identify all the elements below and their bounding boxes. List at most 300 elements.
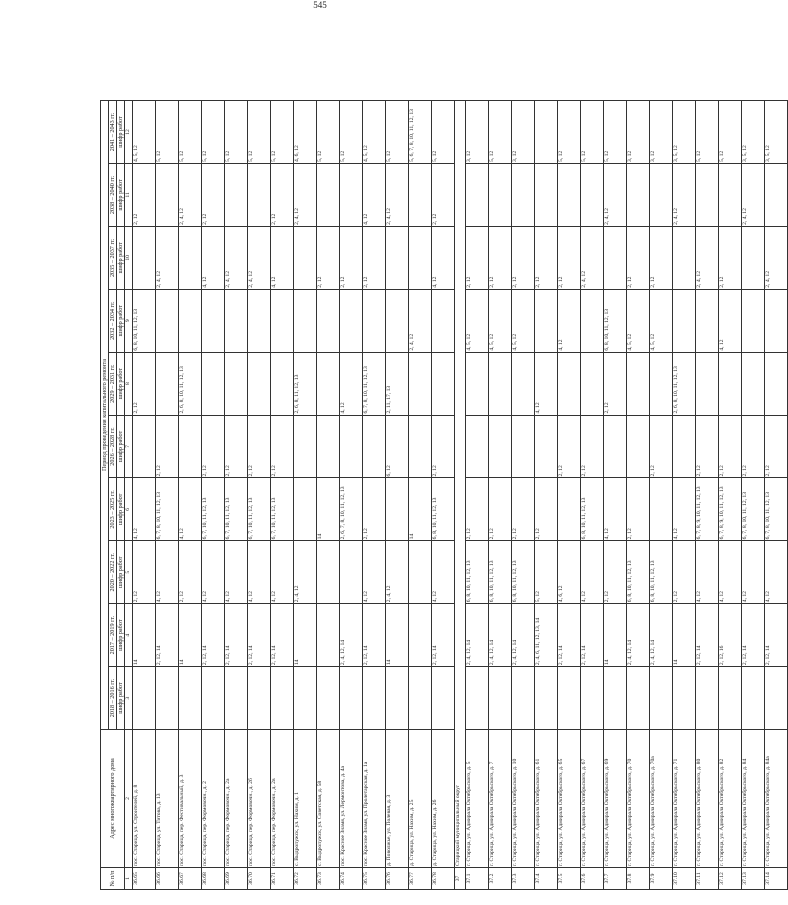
work-code-cell xyxy=(408,541,431,604)
work-code-cell: 2, 12 xyxy=(672,541,695,604)
row-address: г. Старица, ул. Адмирала Октябрьского, д. 84а xyxy=(764,730,787,868)
work-code-cell xyxy=(339,541,362,604)
row-address: г. Старица, ул. Адмирала Октябрьского, д. 80 xyxy=(695,730,718,868)
work-code-cell: 2, 12, 14 xyxy=(362,604,385,667)
work-code-cell: 2, 12 xyxy=(603,352,626,415)
work-code-cell: 4, 12 xyxy=(178,478,201,541)
work-code-cell: 6, 12 xyxy=(385,415,408,478)
work-code-cell xyxy=(741,289,764,352)
header-sub-label: шифр работ xyxy=(117,352,125,415)
row-address: пос. Старица, пер. Фестивальный, д. 3 xyxy=(178,730,201,868)
work-code-cell xyxy=(511,163,534,226)
work-code-cell: 3, 12 xyxy=(511,101,534,164)
work-code-cell: 2, 12, 14 xyxy=(247,604,270,667)
work-code-cell: 6, 8, 10, 11, 12, 13 xyxy=(488,541,511,604)
work-code-cell: 2, 4, 12, 14 xyxy=(649,604,672,667)
row-number: 36.71 xyxy=(270,868,293,890)
work-code-cell: 4, 12 xyxy=(201,541,224,604)
work-code-cell xyxy=(178,415,201,478)
row-address: г. Старица, ул. Адмирала Октябрьского, д. 67 xyxy=(580,730,603,868)
row-address: г. Старица, ул. Адмирала Октябрьского, д. 65 xyxy=(557,730,580,868)
work-code-cell: 6, 7, 8, 10, 11, 12, 13 xyxy=(155,478,178,541)
header-sub-label: шифр работ xyxy=(117,226,125,289)
header-sub-label: шифр работ xyxy=(117,415,125,478)
table-row xyxy=(316,101,339,890)
header-period: 2026 – 2028 гг. xyxy=(109,415,117,478)
work-code-cell: 2, 12 xyxy=(270,415,293,478)
work-code-cell xyxy=(431,667,454,730)
work-code-cell: 2, 4, 12 xyxy=(580,226,603,289)
work-code-cell: 6, 8, 10, 11, 12, 13 xyxy=(132,289,155,352)
page-number: 545 xyxy=(313,0,327,10)
work-code-cell xyxy=(247,163,270,226)
row-address: г. Старица, ул. Адмирала Октябрьского, д. 70а xyxy=(649,730,672,868)
work-code-cell xyxy=(649,478,672,541)
work-code-cell: 2, 12, 14 xyxy=(155,604,178,667)
table-row xyxy=(649,101,672,890)
work-code-cell: 2, 12 xyxy=(201,415,224,478)
work-code-cell xyxy=(741,667,764,730)
work-code-cell: 2, 4, 6, 11, 12, 13, 14 xyxy=(534,604,557,667)
work-code-cell xyxy=(178,289,201,352)
work-code-cell: 2, 4, 12, 14 xyxy=(626,604,649,667)
work-code-cell xyxy=(672,415,695,478)
work-code-cell xyxy=(534,101,557,164)
work-code-cell: 4, 12 xyxy=(718,289,741,352)
work-code-cell xyxy=(603,226,626,289)
work-code-cell xyxy=(695,163,718,226)
row-number: 37.8 xyxy=(626,868,649,890)
work-code-cell: 14 xyxy=(178,604,201,667)
work-code-cell: 14 xyxy=(672,604,695,667)
work-code-cell: 6, 7, 10, 11, 12, 13 xyxy=(201,478,224,541)
column-number: 11 xyxy=(125,163,132,226)
work-code-cell: 2, 4, 12 xyxy=(385,163,408,226)
table-body xyxy=(132,101,787,890)
work-code-cell: 2, 12 xyxy=(695,415,718,478)
work-code-cell: 4, 5, 12 xyxy=(465,289,488,352)
header-plan-title: Период проведения капитального ремонта xyxy=(101,101,109,730)
work-code-cell: 2, 12 xyxy=(132,352,155,415)
work-code-cell: 4, 5, 12 xyxy=(626,289,649,352)
work-code-cell: 2, 12 xyxy=(247,415,270,478)
work-code-cell: 2, 12, 14 xyxy=(270,604,293,667)
work-code-cell xyxy=(557,478,580,541)
table-row xyxy=(534,101,557,890)
work-code-cell: 5, 6, 7, 8, 10, 11, 12, 13 xyxy=(408,101,431,164)
table-row xyxy=(247,101,270,890)
table-row xyxy=(385,101,408,890)
work-code-cell xyxy=(385,226,408,289)
table-row xyxy=(511,101,534,890)
work-code-cell: 4, 12 xyxy=(339,352,362,415)
work-code-cell: 2, 12 xyxy=(132,541,155,604)
work-code-cell: 2, 12 xyxy=(557,226,580,289)
row-number: 36.77 xyxy=(408,868,431,890)
work-code-cell xyxy=(316,541,339,604)
work-code-cell: 4, 12 xyxy=(603,478,626,541)
table-row xyxy=(178,101,201,890)
header-sub-label: шифр работ xyxy=(117,478,125,541)
column-number: 8 xyxy=(125,352,132,415)
work-code-cell: 2, 12 xyxy=(316,226,339,289)
work-code-cell: 6, 8, 10, 11, 12, 13 xyxy=(580,478,603,541)
work-code-cell: 2, 4, 12 xyxy=(155,226,178,289)
row-address: пос. Старица, пер. Формовочн., д. 2б xyxy=(247,730,270,868)
work-code-cell xyxy=(339,289,362,352)
work-code-cell xyxy=(178,667,201,730)
work-code-cell: 2, 12, 14 xyxy=(557,604,580,667)
header-period: 2032 – 2034 гг. xyxy=(109,289,117,352)
work-code-cell: 2, 12, 14 xyxy=(741,604,764,667)
work-code-cell: 4, 12 xyxy=(764,541,787,604)
work-code-cell: 2, 12, 14 xyxy=(201,604,224,667)
work-code-cell: 3, 5, 12 xyxy=(764,101,787,164)
row-address: пос. Старица, пер. Формовочн., д. 2в xyxy=(270,730,293,868)
header-period: 2020 – 2022 гг. xyxy=(109,541,117,604)
header-period: 2038 – 2040 гг. xyxy=(109,163,117,226)
row-number: 36.73 xyxy=(316,868,339,890)
table-row xyxy=(293,101,316,890)
work-code-cell: 6, 7, 8, 10, 11, 12, 13 xyxy=(741,478,764,541)
work-code-cell: 6, 8, 10, 11, 12, 13 xyxy=(603,289,626,352)
work-code-cell xyxy=(316,289,339,352)
row-address: пос. Красное Знамя, ул. Пролетарская, д. 1а xyxy=(362,730,385,868)
work-code-cell xyxy=(293,415,316,478)
work-code-cell xyxy=(247,352,270,415)
work-code-cell: 6, 7, 10, 11, 12, 13 xyxy=(224,478,247,541)
work-code-cell xyxy=(465,415,488,478)
work-code-cell: 2, 12 xyxy=(534,226,557,289)
work-code-cell: 2, 12 xyxy=(557,415,580,478)
work-code-cell xyxy=(270,289,293,352)
work-code-cell: 5, 12 xyxy=(695,101,718,164)
work-code-cell xyxy=(247,667,270,730)
work-code-cell: 4, 12 xyxy=(362,163,385,226)
table-row xyxy=(741,101,764,890)
work-code-cell: 5, 12 xyxy=(603,101,626,164)
work-code-cell: 2, 12 xyxy=(580,415,603,478)
work-code-cell: 2, 4, 12 xyxy=(247,226,270,289)
work-code-cell: 2, 12, 14 xyxy=(224,604,247,667)
work-code-cell: 2, 4, 12 xyxy=(224,226,247,289)
work-code-cell xyxy=(603,415,626,478)
row-number: 36.68 xyxy=(201,868,224,890)
work-code-cell: 6, 7, 8, 10, 11, 12, 13 xyxy=(764,478,787,541)
table-row xyxy=(672,101,695,890)
work-code-cell xyxy=(224,352,247,415)
rotated-table-container xyxy=(100,100,771,890)
work-code-cell xyxy=(201,667,224,730)
work-code-cell: 2, 6, 8, 11, 12, 13 xyxy=(293,352,316,415)
work-code-cell xyxy=(178,226,201,289)
work-code-cell: 6, 8, 10, 11, 12, 13 xyxy=(626,541,649,604)
work-code-cell: 4, 5, 12 xyxy=(362,101,385,164)
row-address: пос. Старица, ул. Строителей, д. 8 xyxy=(132,730,155,868)
work-code-cell: 2, 4, 12 xyxy=(178,163,201,226)
work-code-cell: 4, 12 xyxy=(695,541,718,604)
work-code-cell xyxy=(316,163,339,226)
header-sub-label: шифр работ xyxy=(117,667,125,730)
row-address: г. Старица, ул. Адмирала Октябрьского, д. 5 xyxy=(465,730,488,868)
work-code-cell: 2, 12 xyxy=(224,415,247,478)
work-code-cell: 2, 12, 14 xyxy=(764,604,787,667)
header-period: 2041 – 2043 гг. xyxy=(109,101,117,164)
work-code-cell xyxy=(408,352,431,415)
work-code-cell: 2, 12 xyxy=(764,415,787,478)
work-code-cell: 4, 6, 12 xyxy=(293,101,316,164)
work-code-cell: 2, 12 xyxy=(431,415,454,478)
row-number: 37.6 xyxy=(580,868,603,890)
work-code-cell xyxy=(362,289,385,352)
work-code-cell xyxy=(557,352,580,415)
work-code-cell xyxy=(672,226,695,289)
work-code-cell: 5, 12 xyxy=(316,101,339,164)
work-code-cell: 4, 12 xyxy=(201,226,224,289)
work-code-cell xyxy=(557,163,580,226)
capital-repair-schedule-table xyxy=(100,100,788,890)
work-code-cell xyxy=(316,352,339,415)
row-number: 37.10 xyxy=(672,868,695,890)
column-number: 10 xyxy=(125,226,132,289)
work-code-cell xyxy=(132,667,155,730)
column-number: 7 xyxy=(125,415,132,478)
row-address: г. Старица, ул. Адмирала Октябрьского, д. 71 xyxy=(672,730,695,868)
district-row xyxy=(454,101,465,890)
row-number: 36.67 xyxy=(178,868,201,890)
work-code-cell xyxy=(626,667,649,730)
work-code-cell: 5, 12 xyxy=(247,101,270,164)
work-code-cell: 5, 12 xyxy=(718,101,741,164)
work-code-cell: 5, 12 xyxy=(178,101,201,164)
work-code-cell xyxy=(362,415,385,478)
header-sub-label: шифр работ xyxy=(117,604,125,667)
header-period: 2017 – 2019 гг. xyxy=(109,604,117,667)
work-code-cell: 6, 7, 8, 9, 10, 11, 12, 13 xyxy=(718,478,741,541)
work-code-cell: 5, 12 xyxy=(557,101,580,164)
table-row xyxy=(695,101,718,890)
row-number: 37.11 xyxy=(695,868,718,890)
work-code-cell: 2, 4, 12, 14 xyxy=(511,604,534,667)
work-code-cell xyxy=(511,415,534,478)
work-code-cell: 2, 12, 14 xyxy=(431,604,454,667)
table-row xyxy=(201,101,224,890)
table-row xyxy=(270,101,293,890)
work-code-cell: 4, 12 xyxy=(557,289,580,352)
table-row xyxy=(764,101,787,890)
row-number: 36.66 xyxy=(155,868,178,890)
work-code-cell xyxy=(293,667,316,730)
work-code-cell: 2, 4, 12 xyxy=(672,163,695,226)
column-number: 1 xyxy=(125,868,132,890)
work-code-cell: 4, 12 xyxy=(247,541,270,604)
row-number: 37.14 xyxy=(764,868,787,890)
work-code-cell: 3, 12 xyxy=(465,101,488,164)
table-row xyxy=(155,101,178,890)
work-code-cell xyxy=(385,289,408,352)
work-code-cell: 6, 7, 8, 10, 11, 12, 13 xyxy=(362,352,385,415)
work-code-cell xyxy=(316,667,339,730)
row-address: г. Старица, ул. Адмирала Октябрьского, д. 84 xyxy=(741,730,764,868)
row-number: 36.70 xyxy=(247,868,270,890)
work-code-cell xyxy=(741,226,764,289)
work-code-cell xyxy=(718,163,741,226)
work-code-cell xyxy=(649,163,672,226)
work-code-cell: 5, 12 xyxy=(580,101,603,164)
work-code-cell xyxy=(408,226,431,289)
work-code-cell: 5, 12 xyxy=(385,101,408,164)
column-number: 3 xyxy=(125,667,132,730)
row-address: пос. Красное Знамя, ул. Лермонтова, д. 4а xyxy=(339,730,362,868)
row-number: 36.65 xyxy=(132,868,155,890)
row-address: пос. Старица, ул. Титова, д. 13 xyxy=(155,730,178,868)
table-row xyxy=(132,101,155,890)
work-code-cell: 2, 6, 8, 10, 11, 12, 13 xyxy=(672,352,695,415)
work-code-cell xyxy=(534,415,557,478)
work-code-cell: 2, 12 xyxy=(431,163,454,226)
work-code-cell xyxy=(385,667,408,730)
work-code-cell xyxy=(224,163,247,226)
table-row xyxy=(603,101,626,890)
work-code-cell xyxy=(155,352,178,415)
work-code-cell: 2, 4, 12, 14 xyxy=(465,604,488,667)
work-code-cell xyxy=(718,352,741,415)
row-number: 37.3 xyxy=(511,868,534,890)
work-code-cell xyxy=(339,163,362,226)
header-period: 2018 – 2016 гг. xyxy=(109,667,117,730)
row-number: 36.78 xyxy=(431,868,454,890)
work-code-cell: 5, 12 xyxy=(201,101,224,164)
work-code-cell xyxy=(465,163,488,226)
row-number: 36.72 xyxy=(293,868,316,890)
work-code-cell xyxy=(465,352,488,415)
work-code-cell: 4, 12 xyxy=(672,478,695,541)
work-code-cell xyxy=(201,352,224,415)
row-number: 36.75 xyxy=(362,868,385,890)
district-number: 37 xyxy=(454,868,465,890)
work-code-cell xyxy=(488,667,511,730)
work-code-cell: 3, 12 xyxy=(626,101,649,164)
header-period: 2035 – 2037 гг. xyxy=(109,226,117,289)
column-number: 4 xyxy=(125,604,132,667)
work-code-cell xyxy=(511,352,534,415)
header-period: 2023 – 2025 гг. xyxy=(109,478,117,541)
header-sub-label: шифр работ xyxy=(117,163,125,226)
row-address: д. Поволжье, ул. Полевая, д. 3 xyxy=(385,730,408,868)
work-code-cell: 2, 12 xyxy=(534,478,557,541)
header-sub-label: шифр работ xyxy=(117,101,125,164)
work-code-cell: 2, 12 xyxy=(511,478,534,541)
work-code-cell: 2, 12 xyxy=(362,478,385,541)
work-code-cell: 2, 12 xyxy=(718,415,741,478)
work-code-cell: 2, 4, 12, 14 xyxy=(339,604,362,667)
row-number: 37.5 xyxy=(557,868,580,890)
work-code-cell: 14 xyxy=(293,604,316,667)
work-code-cell: 5, 12 xyxy=(339,101,362,164)
row-address: д. Старица, ул. Нахим, д. 25 xyxy=(408,730,431,868)
column-number: 5 xyxy=(125,541,132,604)
work-code-cell: 5, 12 xyxy=(431,101,454,164)
work-code-cell: 2, 4, 12 xyxy=(385,541,408,604)
work-code-cell: 2, 4, 12 xyxy=(764,226,787,289)
table-row xyxy=(408,101,431,890)
work-code-cell: 2, 4, 12 xyxy=(695,226,718,289)
row-address: г. Старица, ул. Адмирала Октябрьского, д. 7 xyxy=(488,730,511,868)
work-code-cell xyxy=(155,163,178,226)
district-title: Старицкий муниципальный округ xyxy=(454,101,465,868)
work-code-cell: 4, 12 xyxy=(534,352,557,415)
work-code-cell: 4, 12 xyxy=(431,226,454,289)
row-address: д. Старица, ул. Нахим, д. 26 xyxy=(431,730,454,868)
work-code-cell xyxy=(339,415,362,478)
work-code-cell: 4, 12 xyxy=(718,541,741,604)
work-code-cell xyxy=(316,604,339,667)
work-code-cell xyxy=(764,667,787,730)
work-code-cell: 2, 12 xyxy=(178,541,201,604)
work-code-cell xyxy=(408,415,431,478)
work-code-cell xyxy=(132,415,155,478)
work-code-cell xyxy=(155,667,178,730)
column-number: 6 xyxy=(125,478,132,541)
work-code-cell xyxy=(580,352,603,415)
work-code-cell: 6, 7, 8, 9, 10, 11, 12, 13 xyxy=(695,478,718,541)
table-row xyxy=(224,101,247,890)
work-code-cell: 2, 4, 12 xyxy=(293,541,316,604)
work-code-cell: 2, 12 xyxy=(511,226,534,289)
work-code-cell: 4, 12 xyxy=(431,541,454,604)
work-code-cell: 4, 12 xyxy=(132,478,155,541)
work-code-cell: 4, 5, 12 xyxy=(132,101,155,164)
work-code-cell xyxy=(580,289,603,352)
work-code-cell: 3, 5, 12 xyxy=(741,101,764,164)
table-row xyxy=(465,101,488,890)
header-column-numbers-row xyxy=(125,101,132,890)
work-code-cell: 14 xyxy=(603,604,626,667)
work-code-cell xyxy=(316,415,339,478)
row-number: 37.2 xyxy=(488,868,511,890)
work-code-cell: 2, 12 xyxy=(339,226,362,289)
work-code-cell: 2, 12 xyxy=(362,226,385,289)
work-code-cell xyxy=(224,289,247,352)
work-code-cell: 2, 4, 12 xyxy=(293,163,316,226)
work-code-cell: 4, 6, 12 xyxy=(557,541,580,604)
work-code-cell: 14 xyxy=(132,604,155,667)
work-code-cell: 2, 4, 12 xyxy=(741,163,764,226)
work-code-cell xyxy=(741,352,764,415)
work-code-cell xyxy=(247,289,270,352)
work-code-cell: 4, 12 xyxy=(362,541,385,604)
work-code-cell: 2, 12 xyxy=(649,415,672,478)
work-code-cell: 2, 6, 7, 8, 10, 11, 12, 13 xyxy=(339,478,362,541)
work-code-cell: 6, 8, 10, 11, 12, 13 xyxy=(511,541,534,604)
work-code-cell xyxy=(488,352,511,415)
work-code-cell xyxy=(511,667,534,730)
work-code-cell: 2, 12 xyxy=(465,226,488,289)
row-address: с. Выдропужск, ул. Советская, д. 58 xyxy=(316,730,339,868)
work-code-cell: 5, 12 xyxy=(224,101,247,164)
work-code-cell: 14 xyxy=(316,478,339,541)
work-code-cell: 2, 12 xyxy=(488,478,511,541)
work-code-cell xyxy=(132,226,155,289)
work-code-cell xyxy=(603,667,626,730)
work-code-cell: 5, 12 xyxy=(534,541,557,604)
work-code-cell: 6, 8, 10, 11, 12, 13 xyxy=(649,541,672,604)
work-code-cell xyxy=(534,289,557,352)
row-address: г. Старица, ул. Адмирала Октябрьского, д. 82 xyxy=(718,730,741,868)
work-code-cell xyxy=(293,478,316,541)
work-code-cell xyxy=(649,667,672,730)
work-code-cell: 2, 12, 14 xyxy=(580,604,603,667)
